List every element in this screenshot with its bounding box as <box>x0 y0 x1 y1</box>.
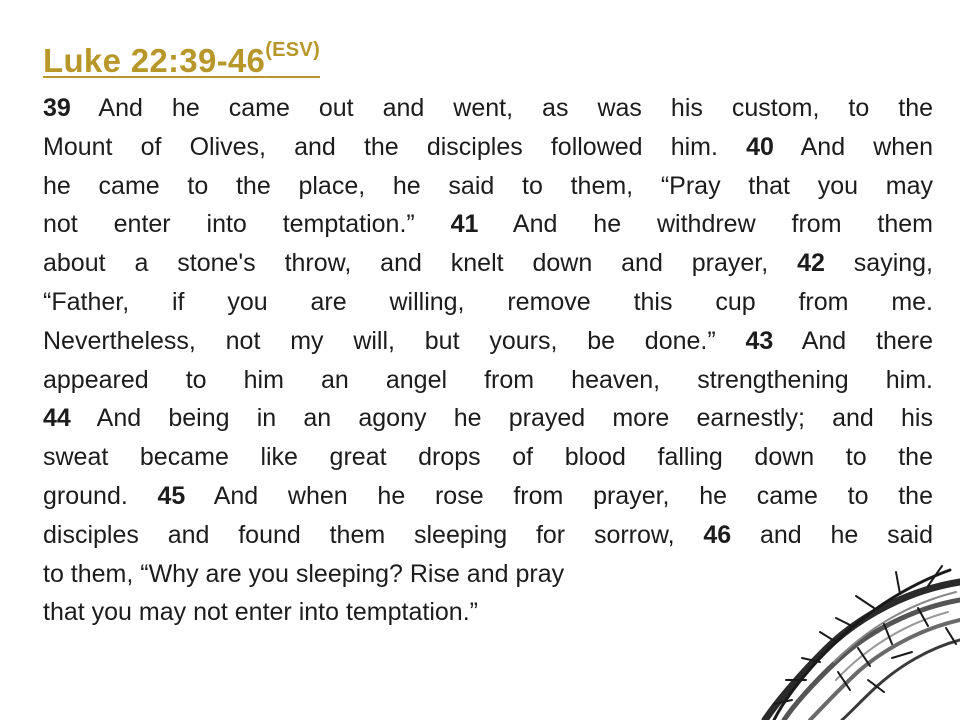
scripture-passage <box>43 89 933 632</box>
verse-text: And when <box>773 132 934 161</box>
verse-number: 43 <box>745 326 774 355</box>
verse-text: appeared to him an angel from heaven, strengthening him. <box>43 365 933 394</box>
passage-line <box>43 361 933 400</box>
passage-line <box>43 399 933 438</box>
verse-text: And being in an agony he prayed more earnestly; and his <box>70 404 933 433</box>
verse-text: And he withdrew from them <box>478 210 933 239</box>
passage-line <box>43 555 933 594</box>
passage-line <box>43 283 933 322</box>
verse-number: 39 <box>43 94 71 122</box>
reference-text: Luke 22:39-46 <box>43 42 266 79</box>
verse-text: saying, <box>824 249 933 278</box>
verse-number: 41 <box>450 210 479 239</box>
passage-line <box>43 516 933 555</box>
verse-text: And he came out and went, as was his custom, to the <box>70 94 933 122</box>
version-superscript: (ESV) <box>265 39 321 61</box>
verse-text: And there <box>773 326 933 355</box>
verse-text: that you may not enter into temptation.” <box>43 598 478 627</box>
verse-text: he came to the place, he said to them, “Pray that you may <box>43 171 933 200</box>
verse-text: And when he rose from prayer, he came to the <box>185 481 933 510</box>
verse-number: 42 <box>797 249 825 278</box>
scripture-reference-link[interactable] <box>43 39 321 79</box>
verse-text: disciples and found them sleeping for sorrow, <box>43 520 704 549</box>
verse-text: “Father, if you are willing, remove this cup from me. <box>43 287 933 316</box>
verse-text: Mount of Olives, and the disciples followed him. <box>43 132 747 161</box>
verse-text: about a stone's throw, and knelt down and prayer, <box>43 249 798 278</box>
passage-line <box>43 322 933 361</box>
passage-line <box>43 205 933 244</box>
passage-line <box>43 167 933 206</box>
passage-line <box>43 438 933 477</box>
passage-line <box>43 593 933 632</box>
verse-text: Nevertheless, not my will, but yours, be done.” <box>43 326 746 355</box>
verse-number: 46 <box>703 520 732 549</box>
passage-line <box>43 477 933 516</box>
passage-line <box>43 89 933 128</box>
verse-text: ground. <box>43 481 158 510</box>
verse-text: and he said <box>731 520 933 549</box>
verse-text: not enter into temptation.” <box>43 210 451 239</box>
verse-number: 40 <box>746 132 774 161</box>
verse-number: 45 <box>157 481 186 510</box>
verse-number: 44 <box>43 404 71 433</box>
passage-line <box>43 128 933 167</box>
verse-text: to them, “Why are you sleeping? Rise and pray <box>43 559 565 588</box>
passage-line <box>43 244 933 283</box>
verse-text: sweat became like great drops of blood falling down to the <box>43 443 933 472</box>
